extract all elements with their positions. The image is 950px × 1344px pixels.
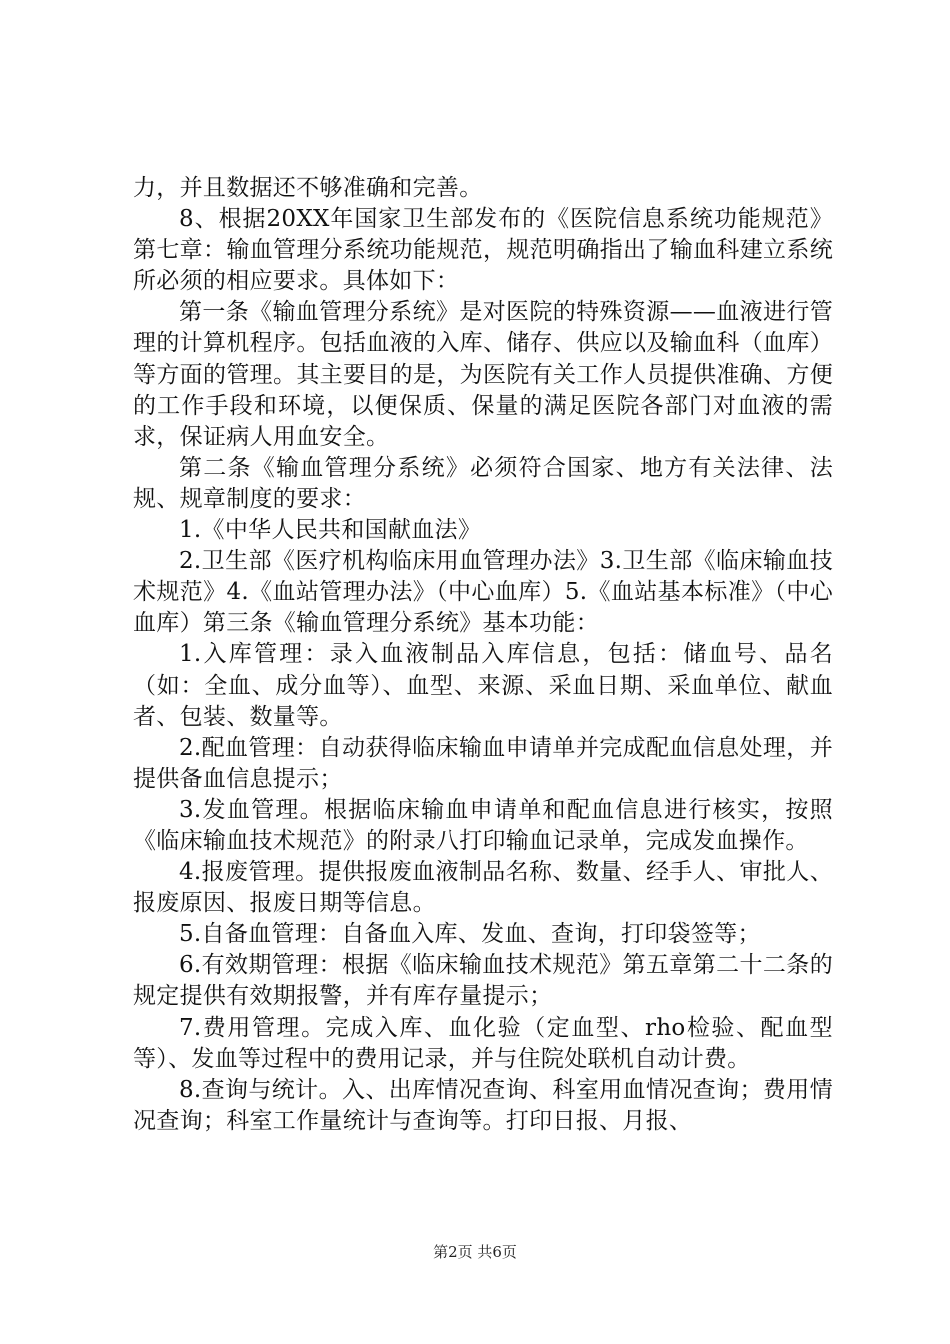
paragraph-4: 1.《中华人民共和国献血法》 xyxy=(179,517,482,544)
paragraph-11: 6.有效期管理：根据《临床输血技术规范》第五章第二十二条的规定提供有效期报警，并有库存量提示； xyxy=(133,952,833,1010)
paragraph-1: 8、根据20XX年国家卫生部发布的《医院信息系统功能规范》第七章：输血管理分系统功能规范，规范明确指出了输血科建立系统所必须的相应要求。具体如下： xyxy=(133,206,833,295)
document-body xyxy=(133,173,833,1137)
paragraph-8: 3.发血管理。根据临床输血申请单和配血信息进行核实，按照《临床输血技术规范》的附录八打印输血记录单，完成发血操作。 xyxy=(133,796,833,854)
paragraph-12: 7.费用管理。完成入库、血化验（定血型、rho检验、配血型等）、发血等过程中的费用记录，并与住院处联机自动计费。 xyxy=(133,1014,833,1072)
page-footer: 第2页 共6页 xyxy=(433,1243,517,1261)
paragraph-3: 第二条《输血管理分系统》必须符合国家、地方有关法律、法规、规章制度的要求： xyxy=(133,454,833,512)
paragraph-5: 2.卫生部《医疗机构临床用血管理办法》3.卫生部《临床输血技术规范》4.《血站管理办法》（中心血库）5.《血站基本标准》（中心血库）第三条《输血管理分系统》基本功能： xyxy=(133,548,833,637)
paragraph-7: 2.配血管理：自动获得临床输血申请单并完成配血信息处理，并提供备血信息提示； xyxy=(133,734,833,792)
paragraph-2: 第一条《输血管理分系统》是对医院的特殊资源——血液进行管理的计算机程序。包括血液的入库、储存、供应以及输血科（血库）等方面的管理。其主要目的是，为医院有关工作人员提供准确、方便的工作手段和环境，以便保质、保量的满足医院各部门对血液的需求，保证病人用血安全。 xyxy=(133,299,833,450)
paragraph-13: 8.查询与统计。入、出库情况查询、科室用血情况查询；费用情况查询；科室工作量统计与查询等。打印日报、月报、 xyxy=(133,1076,833,1134)
paragraph-9: 4.报废管理。提供报废血液制品名称、数量、经手人、审批人、报废原因、报废日期等信息。 xyxy=(133,859,833,917)
paragraph-10: 5.自备血管理：自备血入库、发血、查询，打印袋签等； xyxy=(179,921,761,948)
paragraph-6: 1.入库管理：录入血液制品入库信息，包括：储血号、品名（如：全血、成分血等）、血型、来源、采血日期、采血单位、献血者、包装、数量等。 xyxy=(133,641,833,730)
paragraph-0: 力，并且数据还不够准确和完善。 xyxy=(133,175,483,201)
